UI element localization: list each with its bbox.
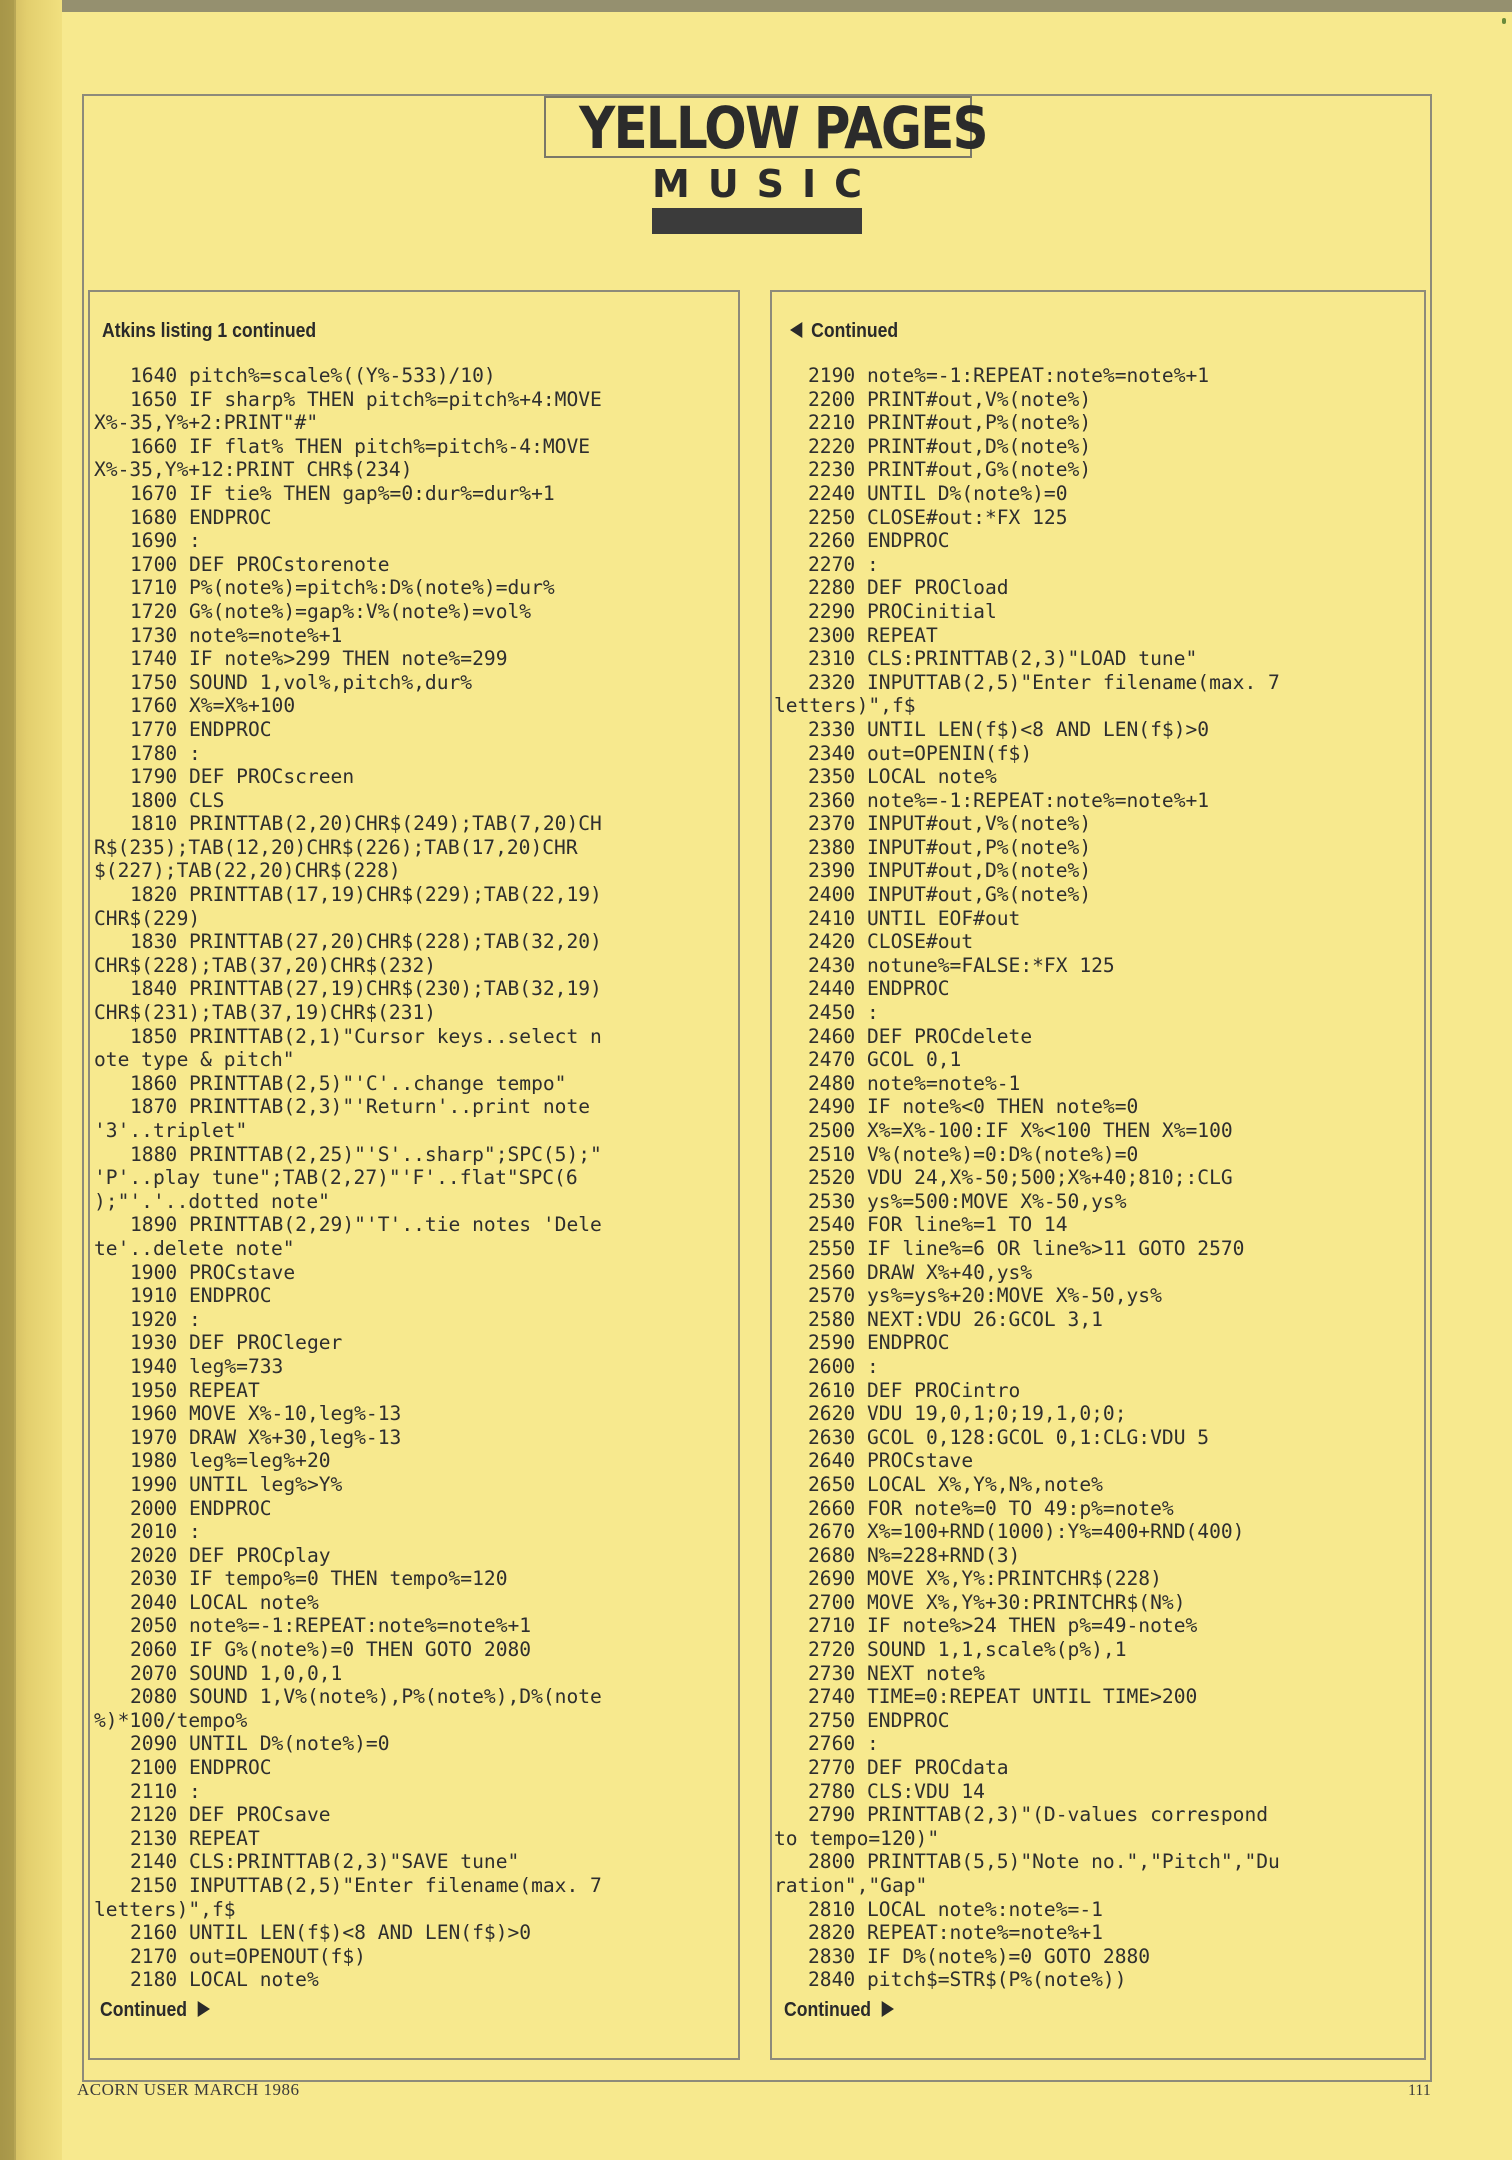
page-number: 111 [1408,2082,1431,2099]
code-line: CHR$(229) [94,906,201,930]
code-line: 1700 DEF PROCstorenote [130,552,390,576]
code-line: 1720 G%(note%)=gap%:V%(note%)=vol% [130,599,532,623]
code-line: 1990 UNTIL leg%>Y% [130,1472,343,1496]
code-line: 2500 X%=X%-100:IF X%<100 THEN X%=100 [808,1119,1233,1142]
code-line: 2070 SOUND 1,0,0,1 [130,1661,343,1685]
scan-top-shadow [0,0,1512,12]
code-line: 1840 PRINTTAB(27,19)CHR$(230);TAB(32,19) [130,977,602,1001]
code-line: 2220 PRINT#out,D%(note%) [808,434,1092,458]
left-code-listing [94,364,602,1992]
code-line: 2730 NEXT note% [808,1661,985,1685]
code-line: 2570 ys%=ys%+20:MOVE X%-50,ys% [808,1284,1162,1308]
code-line: 'P'..play tune";TAB(2,27)"'F'..flat"SPC(6 [94,1166,578,1190]
code-line: 2810 LOCAL note%:note%=-1 [808,1897,1103,1921]
code-line: 2290 PROCinitial [808,599,997,623]
code-line: 1650 IF sharp% THEN pitch%=pitch%+4:MOVE [130,387,602,411]
code-line: 1900 PROCstave [130,1260,296,1284]
code-line: 2150 INPUTTAB(2,5)"Enter filename(max. 7 [130,1874,602,1897]
code-line: 2030 IF tempo%=0 THEN tempo%=120 [130,1567,508,1591]
code-line: 2170 out=OPENOUT(f$) [130,1944,366,1968]
code-line: R$(235);TAB(12,20)CHR$(226);TAB(17,20)CHR [94,835,578,859]
code-line: 2120 DEF PROCsave [130,1803,331,1827]
code-line: 2740 TIME=0:REPEAT UNTIL TIME>200 [808,1685,1198,1709]
triangle-right-icon [198,2001,210,2017]
code-line: 1930 DEF PROCleger [130,1331,343,1355]
code-line: 2840 pitch$=STR$(P%(note%)) [808,1968,1127,1992]
code-line: 2140 CLS:PRINTTAB(2,3)"SAVE tune" [130,1850,520,1874]
code-line: 2330 UNTIL LEN(f$)<8 AND LEN(f$)>0 [808,717,1210,741]
section-bar [652,208,862,234]
code-line: 2790 PRINTTAB(2,3)"(D-values correspond [808,1803,1269,1827]
code-line: 2390 INPUT#out,D%(note%) [808,859,1092,883]
code-line: 2110 : [130,1779,201,1803]
code-line: 2470 GCOL 0,1 [808,1048,962,1072]
code-line: 2020 DEF PROCplay [130,1543,331,1567]
right-heading-label: Continued [811,320,899,342]
code-line: 2230 PRINT#out,G%(note%) [808,458,1092,482]
code-line: 2190 note%=-1:REPEAT:note%=note%+1 [808,364,1210,387]
code-line: 1730 note%=note%+1 [130,623,343,647]
code-line: 2620 VDU 19,0,1;0;19,1,0;0; [808,1402,1127,1426]
right-column [770,290,1426,2060]
code-line: 2750 ENDPROC [808,1708,950,1732]
code-line: 1780 : [130,741,201,765]
code-line: letters)",f$ [94,1897,236,1921]
masthead-title: YELLOW PAGES [579,94,987,162]
code-line: 2800 PRINTTAB(5,5)"Note no.","Pitch","Du [808,1850,1280,1874]
code-line: 2650 LOCAL X%,Y%,N%,note% [808,1472,1103,1496]
code-line: 2610 DEF PROCintro [808,1378,1021,1402]
code-line: 1760 X%=X%+100 [130,694,296,718]
right-continued-footer [784,1999,894,2022]
code-line: 2540 FOR line%=1 TO 14 [808,1213,1068,1237]
code-line: 2680 N%=228+RND(3) [808,1543,1021,1567]
code-line: 2060 IF G%(note%)=0 THEN GOTO 2080 [130,1638,532,1662]
code-line: CHR$(228);TAB(37,20)CHR$(232) [94,953,437,977]
code-line: 1910 ENDPROC [130,1284,272,1308]
code-line: 2460 DEF PROCdelete [808,1024,1033,1048]
code-line: 2770 DEF PROCdata [808,1756,1009,1780]
code-line: 2480 note%=note%-1 [808,1071,1021,1095]
code-line: );"'.'..dotted note" [94,1189,330,1213]
code-line: 1920 : [130,1307,201,1331]
code-line: 1810 PRINTTAB(2,20)CHR$(249);TAB(7,20)CH [130,812,602,836]
code-line: 2590 ENDPROC [808,1331,950,1355]
left-continued-label: Continued [100,1999,188,2021]
code-line: 2320 INPUTTAB(2,5)"Enter filename(max. 7 [808,670,1280,694]
code-line: 2780 CLS:VDU 14 [808,1779,985,1803]
code-line: X%-35,Y%+12:PRINT CHR$(234) [94,458,413,482]
code-line: 1890 PRINTTAB(2,29)"'T'..tie notes 'Dele [130,1213,602,1237]
code-line: 2640 PROCstave [808,1449,974,1473]
code-line: 1880 PRINTTAB(2,25)"'S'..sharp";SPC(5);" [130,1142,602,1166]
code-line: 1790 DEF PROCscreen [130,765,355,789]
code-line: 2380 INPUT#out,P%(note%) [808,835,1092,859]
code-line: 1690 : [130,529,201,553]
code-line: 2430 notune%=FALSE:*FX 125 [808,953,1115,977]
code-line: 2510 V%(note%)=0:D%(note%)=0 [808,1142,1139,1166]
code-line: 2660 FOR note%=0 TO 49:p%=note% [808,1496,1174,1520]
code-line: 2260 ENDPROC [808,529,950,553]
publication-footer: ACORN USER MARCH 1986 [77,2080,300,2099]
code-line: 2690 MOVE X%,Y%:PRINTCHR$(228) [808,1567,1162,1591]
code-line: 2090 UNTIL D%(note%)=0 [130,1732,390,1756]
code-line: 2130 REPEAT [130,1826,260,1850]
right-column-heading [790,320,898,343]
code-line: X%-35,Y%+2:PRINT"#" [94,411,319,435]
code-line: 1800 CLS [130,788,225,812]
code-line: 2830 IF D%(note%)=0 GOTO 2880 [808,1944,1151,1968]
code-line: 1830 PRINTTAB(27,20)CHR$(228);TAB(32,20) [130,930,602,954]
code-line: 2760 : [808,1732,879,1756]
spine-shadow [0,0,14,2160]
code-line: 2280 DEF PROCload [808,576,1009,600]
masthead [544,94,987,162]
right-code-listing [774,364,1280,1992]
code-line: 1860 PRINTTAB(2,5)"'C'..change tempo" [130,1071,567,1095]
code-line: te'..delete note" [94,1236,295,1260]
right-continued-label: Continued [784,1999,872,2021]
code-line: 2010 : [130,1520,201,1544]
code-line: 1950 REPEAT [130,1378,260,1402]
spine-rule [14,0,16,2160]
code-line: 1960 MOVE X%-10,leg%-13 [130,1402,402,1426]
code-line: ote type & pitch" [94,1048,295,1072]
code-line: 2670 X%=100+RND(1000):Y%=400+RND(400) [808,1520,1245,1544]
code-line: 2240 UNTIL D%(note%)=0 [808,481,1068,505]
code-line: 2410 UNTIL EOF#out [808,906,1021,930]
code-line: 2520 VDU 24,X%-50;500;X%+40;810;:CLG [808,1166,1233,1190]
code-line: 2630 GCOL 0,128:GCOL 0,1:CLG:VDU 5 [808,1425,1210,1449]
code-line: 1820 PRINTTAB(17,19)CHR$(229);TAB(22,19) [130,883,602,907]
code-line: 2210 PRINT#out,P%(note%) [808,411,1092,435]
code-line: 2200 PRINT#out,V%(note%) [808,387,1092,411]
code-line: 2440 ENDPROC [808,977,950,1001]
code-line: 2000 ENDPROC [130,1496,272,1520]
code-line: 1660 IF flat% THEN pitch%=pitch%-4:MOVE [130,434,591,458]
code-line: 2400 INPUT#out,G%(note%) [808,883,1092,907]
left-column-heading: Atkins listing 1 continued [102,320,317,342]
triangle-right-icon [882,2001,894,2017]
code-line: letters)",f$ [774,694,916,718]
code-line: $(227);TAB(22,20)CHR$(228) [94,859,401,883]
code-line: 1770 ENDPROC [130,717,272,741]
code-line: 2580 NEXT:VDU 26:GCOL 3,1 [808,1307,1103,1331]
code-line: ration","Gap" [774,1874,928,1897]
code-line: 2450 : [808,1001,879,1025]
code-line: 2040 LOCAL note% [130,1590,319,1614]
code-line: 1850 PRINTTAB(2,1)"Cursor keys..select n [130,1024,602,1048]
code-line: 2180 LOCAL note% [130,1968,319,1992]
code-line: 2530 ys%=500:MOVE X%-50,ys% [808,1189,1127,1213]
code-line: 2550 IF line%=6 OR line%>11 GOTO 2570 [808,1236,1245,1260]
code-line: 2160 UNTIL LEN(f$)<8 AND LEN(f$)>0 [130,1921,532,1945]
code-line: 2310 CLS:PRINTTAB(2,3)"LOAD tune" [808,647,1198,671]
section-label: MUSIC [652,162,881,206]
code-line: '3'..triplet" [94,1119,248,1142]
code-line: 2350 LOCAL note% [808,765,997,789]
code-line: 1750 SOUND 1,vol%,pitch%,dur% [130,670,473,694]
code-line: 1680 ENDPROC [130,505,272,529]
scan-speck [1502,18,1506,24]
code-line: 2490 IF note%<0 THEN note%=0 [808,1095,1139,1119]
code-line: 2300 REPEAT [808,623,938,647]
code-line: 1740 IF note%>299 THEN note%=299 [130,647,508,671]
code-line: 2370 INPUT#out,V%(note%) [808,812,1092,836]
code-line: 1970 DRAW X%+30,leg%-13 [130,1425,402,1449]
code-line: %)*100/tempo% [94,1708,248,1732]
code-line: 2250 CLOSE#out:*FX 125 [808,505,1068,529]
code-line: 1640 pitch%=scale%((Y%-533)/10) [130,364,496,387]
code-line: 1940 leg%=733 [130,1354,284,1378]
code-line: 1870 PRINTTAB(2,3)"'Return'..print note [130,1095,591,1119]
code-line: 2710 IF note%>24 THEN p%=49-note% [808,1614,1198,1638]
code-line: 2340 out=OPENIN(f$) [808,741,1033,765]
left-continued-footer [100,1999,210,2022]
code-line: 2560 DRAW X%+40,ys% [808,1260,1033,1284]
code-line: 2270 : [808,552,879,576]
code-line: 1670 IF tie% THEN gap%=0:dur%=dur%+1 [130,481,555,505]
code-line: 2600 : [808,1354,879,1378]
code-line: 2080 SOUND 1,V%(note%),P%(note%),D%(note [130,1685,602,1709]
code-line: 1980 leg%=leg%+20 [130,1449,331,1473]
code-line: 2720 SOUND 1,1,scale%(p%),1 [808,1638,1127,1662]
code-line: 2360 note%=-1:REPEAT:note%=note%+1 [808,788,1210,812]
code-line: 2700 MOVE X%,Y%+30:PRINTCHR$(N%) [808,1590,1186,1614]
left-column [88,290,740,2060]
triangle-left-icon [790,322,802,338]
code-line: 2050 note%=-1:REPEAT:note%=note%+1 [130,1614,532,1638]
code-line: 1710 P%(note%)=pitch%:D%(note%)=dur% [130,576,555,600]
code-line: to tempo=120)" [774,1826,940,1850]
code-line: CHR$(231);TAB(37,19)CHR$(231) [94,1001,437,1025]
code-line: 2420 CLOSE#out [808,930,974,954]
code-line: 2100 ENDPROC [130,1756,272,1780]
code-line: 2820 REPEAT:note%=note%+1 [808,1921,1103,1945]
